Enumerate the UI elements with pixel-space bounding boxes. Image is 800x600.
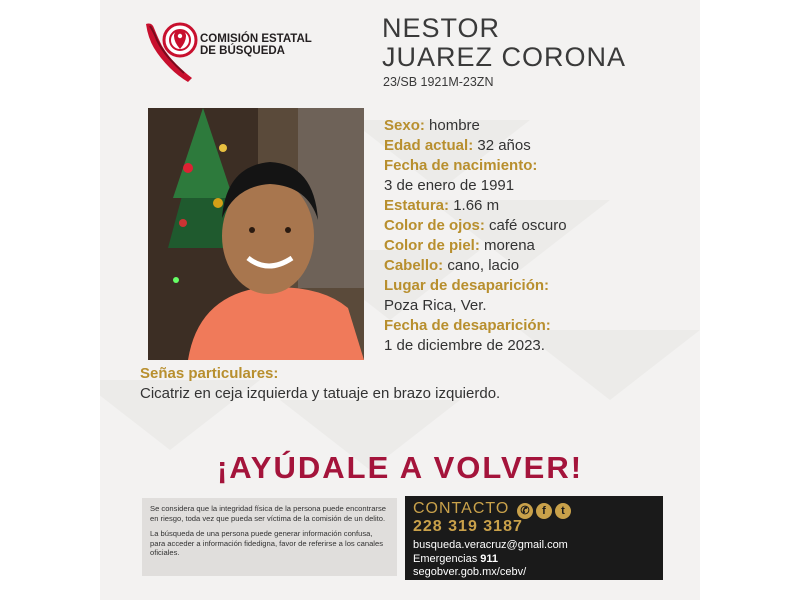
- detail-lugar-label: Lugar de desaparición:: [384, 277, 550, 294]
- detail-cabello: [384, 256, 567, 276]
- poster: [100, 0, 700, 600]
- detail-value: morena: [484, 237, 535, 254]
- detail-label: Edad actual:: [384, 137, 474, 154]
- phone-icon[interactable]: ✆: [517, 503, 533, 519]
- person-last-name: JUAREZ CORONA: [382, 42, 627, 72]
- detail-value: cano, lacio: [447, 257, 520, 274]
- contact-email[interactable]: busqueda.veracruz@gmail.com: [413, 539, 568, 551]
- detail-estatura: [384, 196, 567, 216]
- case-id: 23/SB 1921M-23ZN: [383, 75, 494, 89]
- detail-nacimiento-value: 3 de enero de 1991: [384, 177, 515, 194]
- person-details: [384, 116, 567, 356]
- detail-sexo: [384, 116, 567, 136]
- twitter-icon[interactable]: t: [555, 503, 571, 519]
- person-photo: [148, 108, 364, 360]
- detail-value: café oscuro: [489, 217, 567, 234]
- veracruz-map-pin-icon: [142, 18, 202, 84]
- contact-title: CONTACTO: [413, 500, 510, 517]
- detail-value: hombre: [429, 117, 480, 134]
- detail-edad: [384, 136, 567, 156]
- detail-fecha-desaparicion-value: 1 de diciembre de 2023.: [384, 337, 545, 354]
- person-name: [382, 14, 626, 72]
- person-first-name: NESTOR: [382, 13, 501, 43]
- distinguishing-marks-label: Señas particulares:: [140, 365, 279, 382]
- org-name: [200, 33, 312, 57]
- social-icons: [517, 501, 574, 519]
- org-name-line1: COMISIÓN ESTATAL: [200, 33, 312, 45]
- contact-phone[interactable]: 228 319 3187: [413, 518, 523, 535]
- detail-lugar-value: Poza Rica, Ver.: [384, 297, 487, 314]
- detail-label: Estatura:: [384, 197, 450, 214]
- disclaimer-paragraph: La búsqueda de una persona puede generar información confusa, para acceder a información fidedigna, favor de referirse a los canales oficiales.: [150, 529, 384, 557]
- disclaimer-paragraph: Se considera que la integridad física de la persona puede encontrarse en riesgo, toda vez que pueda ser víctima de la comisión de un delito.: [150, 504, 386, 523]
- contact-box: [405, 496, 663, 580]
- emergency-label: Emergencias: [413, 553, 478, 565]
- detail-label: Sexo:: [384, 117, 425, 134]
- detail-fecha-desaparicion-label: Fecha de desaparición:: [384, 317, 551, 334]
- emergency-line: [413, 553, 498, 565]
- detail-piel: [384, 236, 567, 256]
- detail-ojos: [384, 216, 567, 236]
- detail-label: Color de ojos:: [384, 217, 485, 234]
- detail-value: 1.66 m: [453, 197, 500, 214]
- distinguishing-marks-value: Cicatriz en ceja izquierda y tatuaje en brazo izquierdo.: [140, 385, 501, 402]
- contact-website[interactable]: segobver.gob.mx/cebv/: [413, 566, 527, 578]
- detail-value: 32 años: [477, 137, 531, 154]
- emergency-number[interactable]: 911: [480, 553, 499, 565]
- distinguishing-marks: [140, 364, 500, 404]
- detail-label: Cabello:: [384, 257, 444, 274]
- org-name-line2: DE BÚSQUEDA: [200, 45, 285, 57]
- headline: ¡AYÚDALE A VOLVER!: [216, 450, 584, 485]
- disclaimer-box: [142, 498, 397, 576]
- detail-label: Color de piel:: [384, 237, 480, 254]
- facebook-icon[interactable]: f: [536, 503, 552, 519]
- detail-nacimiento-label: Fecha de nacimiento:: [384, 157, 538, 174]
